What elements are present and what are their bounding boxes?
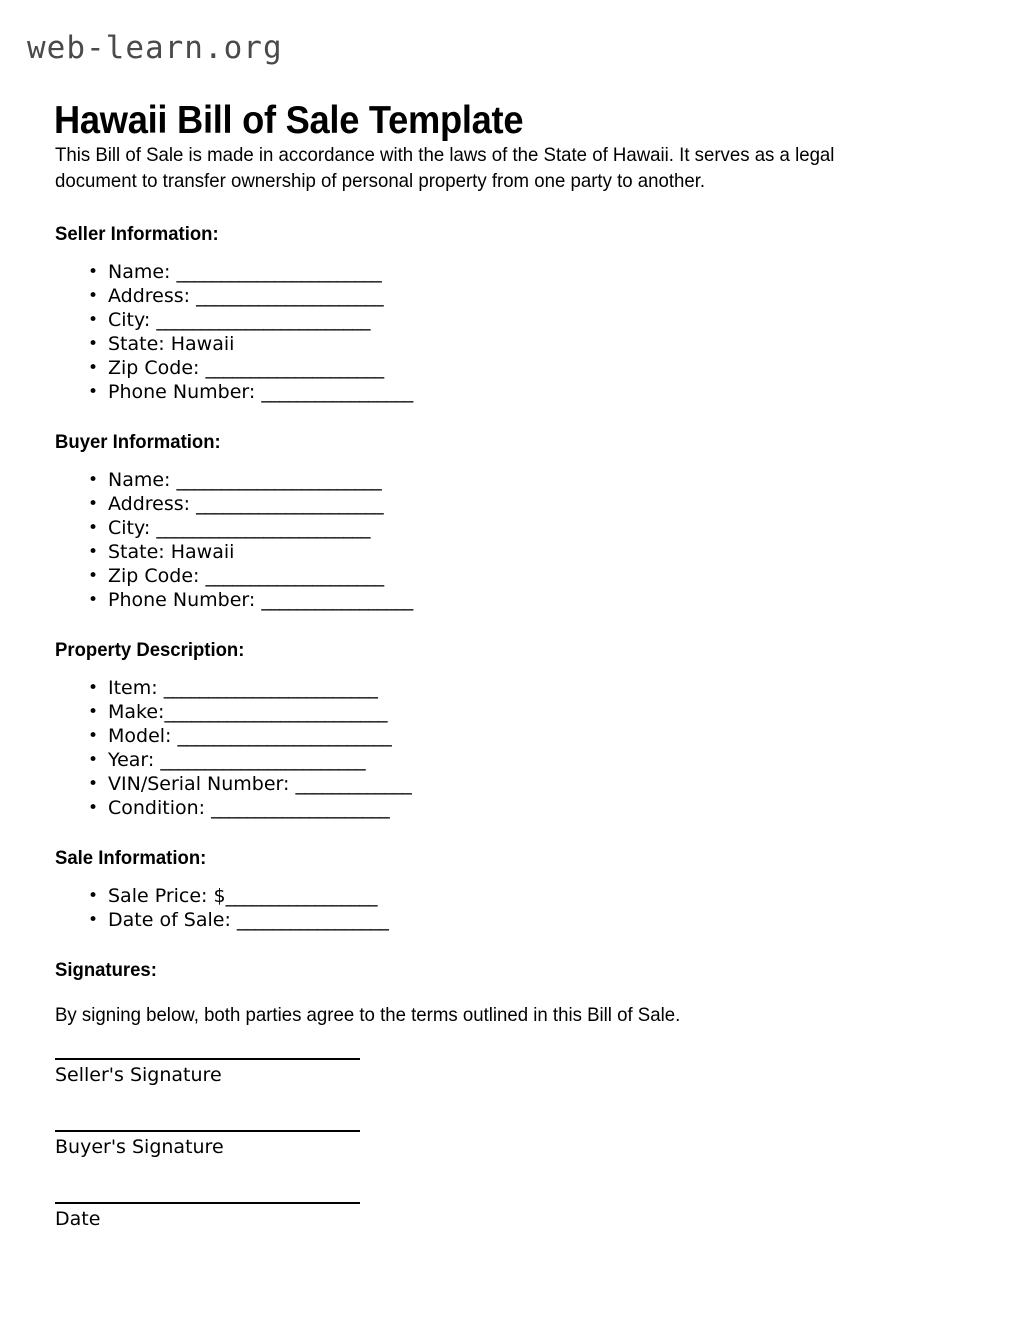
list-item <box>88 332 1025 356</box>
field-label: Model: <box>108 725 178 747</box>
field-label: Zip Code: <box>108 357 206 379</box>
field-blank[interactable]: _________________________ <box>164 701 387 723</box>
spacer <box>0 1088 1025 1130</box>
field-blank[interactable]: ____________________ <box>205 565 384 587</box>
intro-paragraph: This Bill of Sale is made in accordance with the laws of the State of Hawaii. It serves as a legal document to transfer ownership of personal property from one party to another. <box>55 144 835 192</box>
field-blank[interactable]: ________________________ <box>156 309 370 331</box>
spacer <box>0 662 1025 676</box>
field-list-sale <box>88 884 1025 932</box>
field-blank[interactable]: ________________________ <box>177 725 392 747</box>
field-label: Condition: <box>108 797 212 819</box>
list-item <box>88 308 1025 332</box>
list-item <box>88 724 1025 748</box>
field-label: VIN/Serial Number: <box>108 773 296 795</box>
spacer <box>0 1160 1025 1202</box>
list-item <box>88 588 1025 612</box>
field-blank[interactable]: _________________ <box>261 381 413 403</box>
signature-block-date <box>55 1202 360 1232</box>
field-blank[interactable]: _____________________ <box>196 493 384 515</box>
spacer <box>0 1028 1025 1058</box>
spacer <box>0 246 1025 260</box>
list-item <box>88 796 1025 820</box>
signature-agreement-note: By signing below, both parties agree to the terms outlined in this Bill of Sale. <box>55 1004 681 1026</box>
section-heading-property: Property Description: <box>55 639 245 661</box>
spacer <box>0 820 1025 846</box>
field-label: Name: <box>108 261 177 283</box>
spacer <box>0 404 1025 430</box>
field-blank[interactable]: _____________ <box>295 773 412 795</box>
spacer <box>0 194 1025 222</box>
spacer <box>0 454 1025 468</box>
list-item <box>88 540 1025 564</box>
signature-label: Date <box>55 1208 101 1230</box>
field-label: Address: <box>108 493 197 515</box>
document-body <box>0 142 1025 1232</box>
list-item <box>88 356 1025 380</box>
list-item <box>88 748 1025 772</box>
list-item <box>88 772 1025 796</box>
section-heading-sale: Sale Information: <box>55 847 207 869</box>
list-item <box>88 492 1025 516</box>
field-blank[interactable]: ________________________ <box>156 517 370 539</box>
field-label: Date of Sale: <box>108 909 237 931</box>
field-label: Year: <box>108 749 161 771</box>
list-item <box>88 564 1025 588</box>
section-heading-signatures: Signatures: <box>55 959 157 981</box>
section-heading-buyer: Buyer Information: <box>55 431 221 453</box>
list-item <box>88 700 1025 724</box>
spacer <box>0 982 1025 1002</box>
spacer <box>0 932 1025 958</box>
field-blank[interactable]: _______________________ <box>160 749 366 771</box>
section-heading-seller: Seller Information: <box>55 223 219 245</box>
field-blank[interactable]: _________________ <box>225 885 377 907</box>
page-title: Hawaii Bill of Sale Template <box>54 99 524 143</box>
field-label: State: Hawaii <box>108 333 235 355</box>
list-item <box>88 516 1025 540</box>
field-list-buyer <box>88 468 1025 612</box>
field-blank[interactable]: _________________ <box>236 909 389 931</box>
field-blank[interactable]: _______________________ <box>176 261 382 283</box>
field-label: Sale Price: $ <box>108 885 226 907</box>
list-item <box>88 884 1025 908</box>
signature-block-buyer <box>55 1130 360 1160</box>
field-blank[interactable]: ____________________ <box>211 797 390 819</box>
field-list-property <box>88 676 1025 820</box>
field-label: Address: <box>108 285 197 307</box>
field-label: Zip Code: <box>108 565 206 587</box>
field-list-seller <box>88 260 1025 404</box>
field-label: City: <box>108 309 157 331</box>
site-watermark: web-learn.org <box>27 30 283 66</box>
field-label: State: Hawaii <box>108 541 235 563</box>
list-item <box>88 284 1025 308</box>
field-label: Make: <box>108 701 165 723</box>
signature-label: Buyer's Signature <box>55 1136 224 1158</box>
field-blank[interactable]: ________________________ <box>163 677 378 699</box>
spacer <box>0 612 1025 638</box>
field-blank[interactable]: _______________________ <box>176 469 382 491</box>
signature-label: Seller's Signature <box>55 1064 222 1086</box>
list-item <box>88 468 1025 492</box>
list-item <box>88 380 1025 404</box>
field-blank[interactable]: ____________________ <box>205 357 384 379</box>
spacer <box>0 870 1025 884</box>
field-label: Phone Number: <box>108 381 262 403</box>
field-label: Name: <box>108 469 177 491</box>
field-blank[interactable]: _________________ <box>261 589 413 611</box>
signature-block-seller <box>55 1058 360 1088</box>
list-item <box>88 908 1025 932</box>
list-item <box>88 676 1025 700</box>
list-item <box>88 260 1025 284</box>
field-label: Phone Number: <box>108 589 262 611</box>
field-blank[interactable]: _____________________ <box>196 285 384 307</box>
field-label: City: <box>108 517 157 539</box>
field-label: Item: <box>108 677 164 699</box>
